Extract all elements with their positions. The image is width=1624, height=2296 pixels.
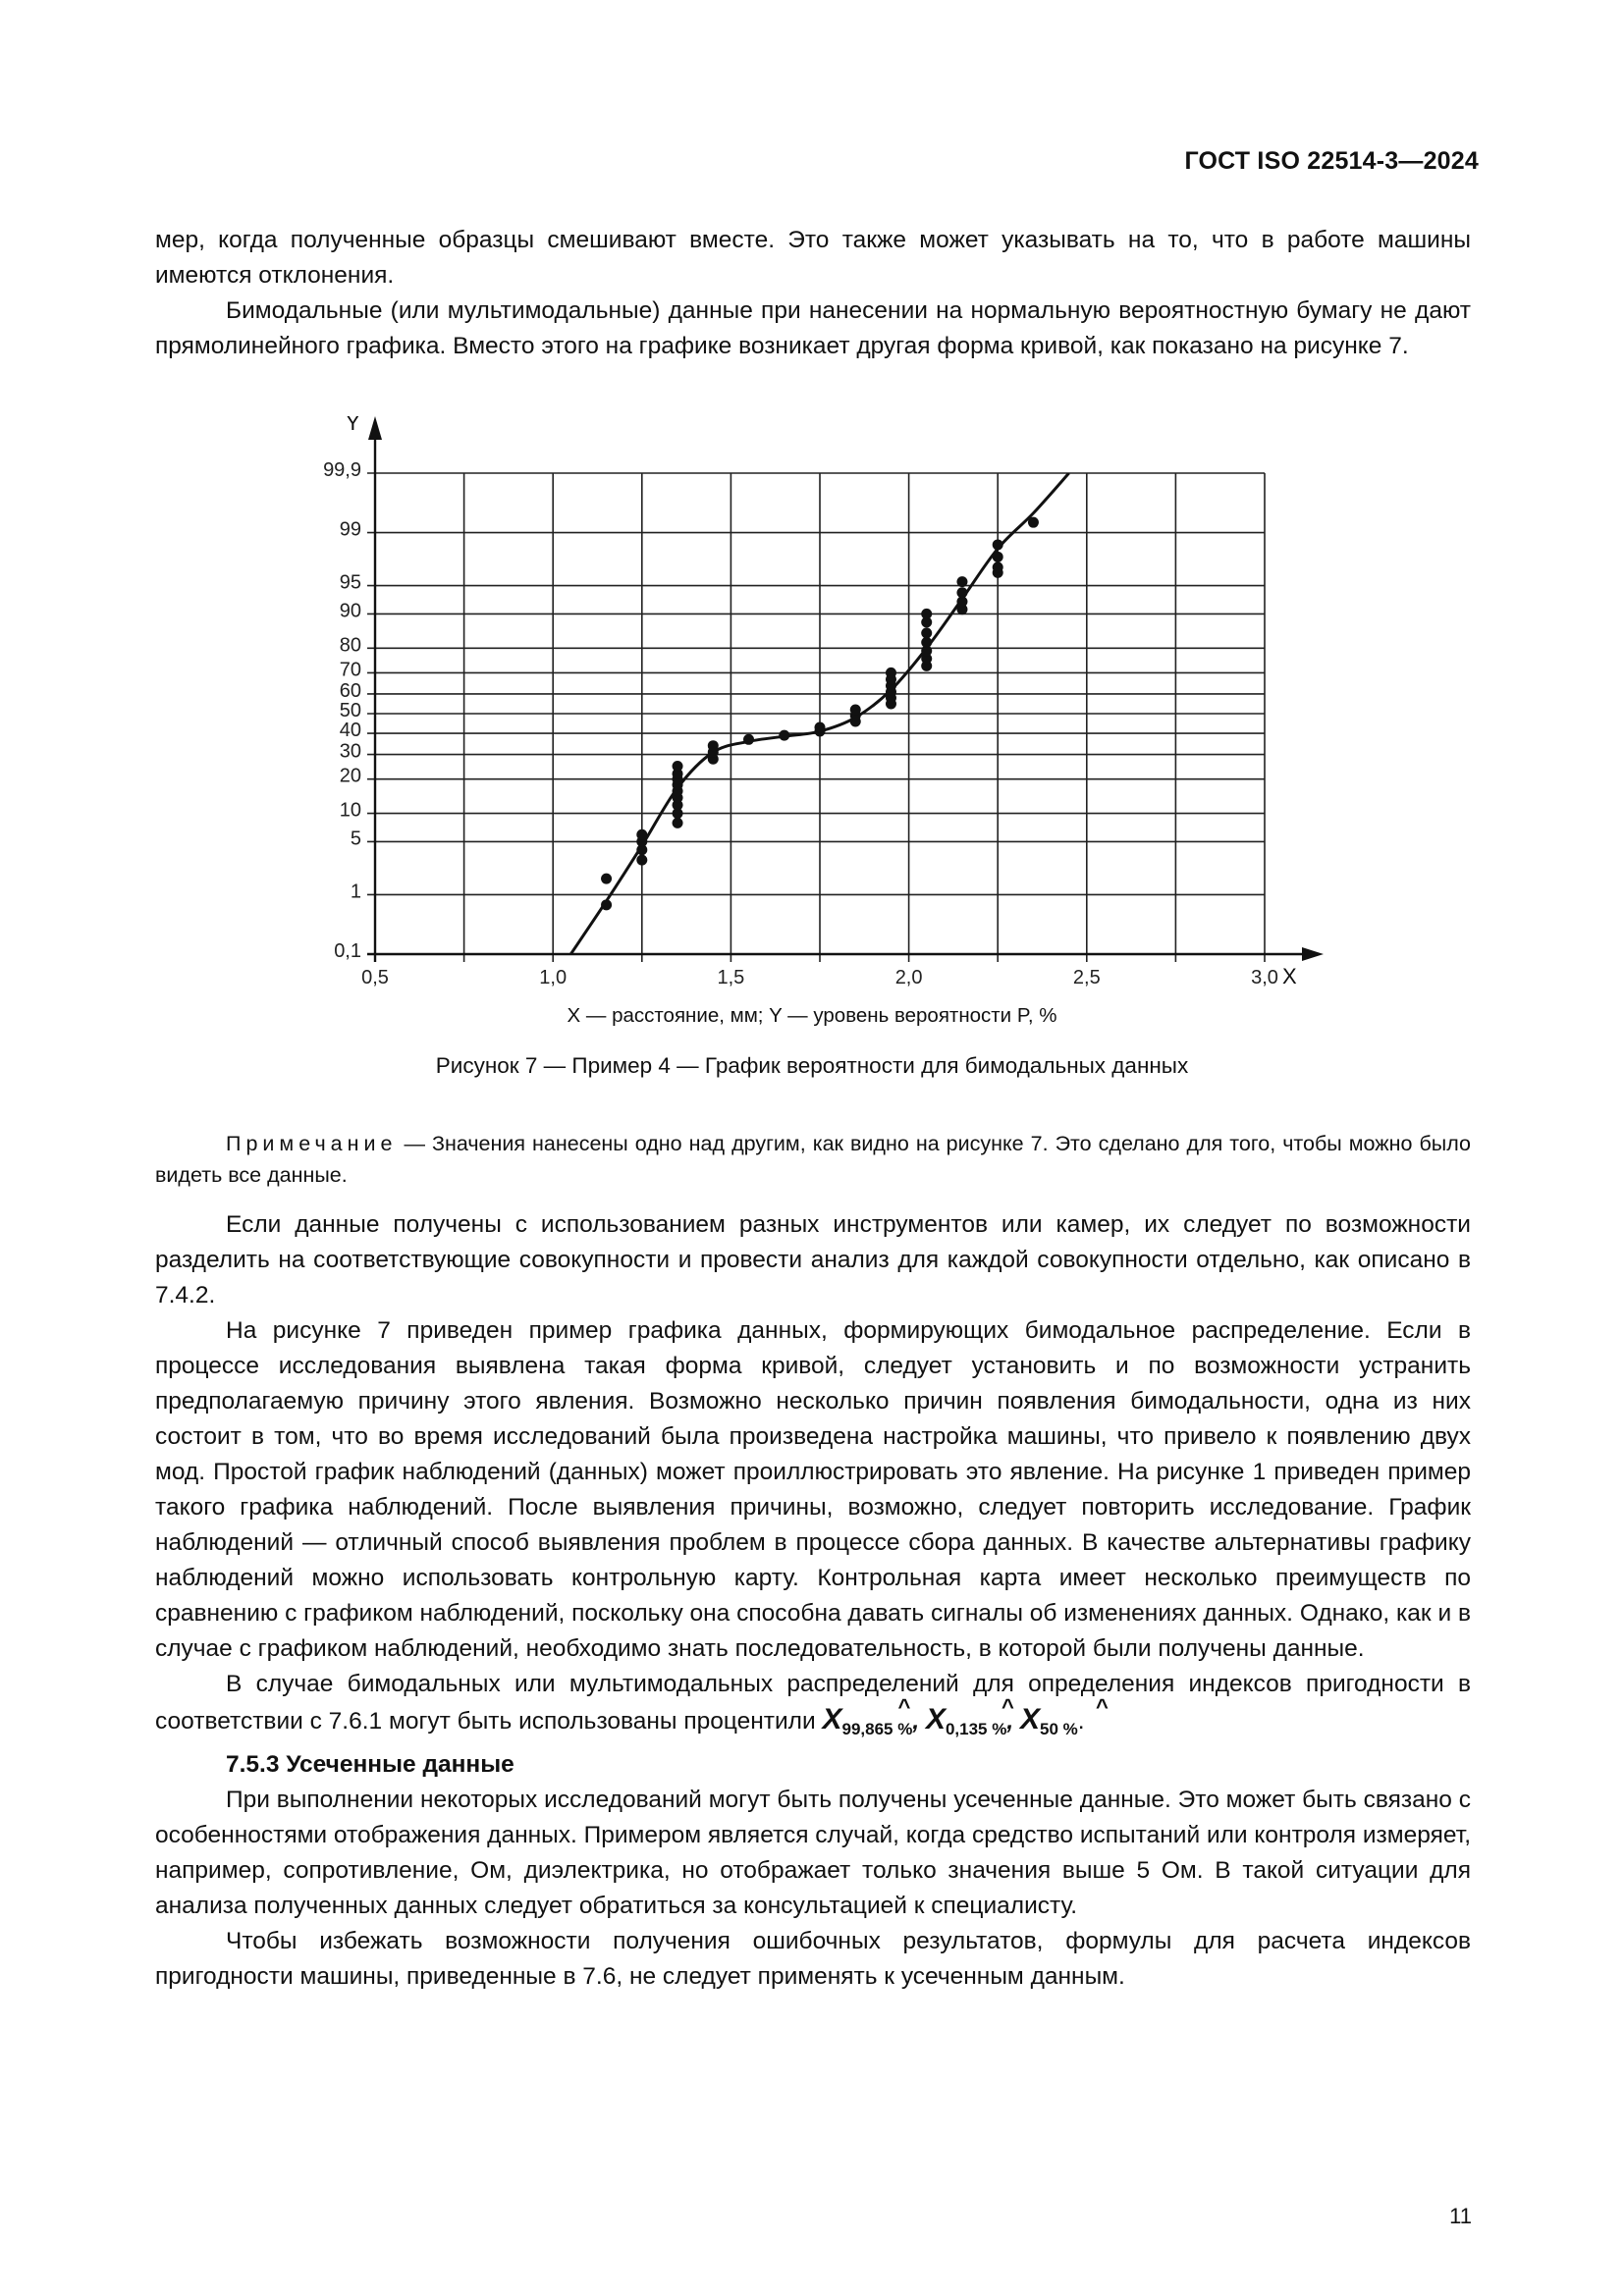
paragraph: При выполнении некоторых исследований могут быть получены усеченные данные. Это может быть связано с особенностями отображения данных. Примером является случай, когда средство испытаний или контроля измеряет, например, сопротивление, Ом, диэлектрика, но отображает только значения выше 5 Ом. В такой ситуации для анализа полученных данных следует обратиться за консультацией к специалисту. xyxy=(155,1786,1471,1919)
y-tick-label: 70 xyxy=(339,659,361,681)
percentile-paragraph xyxy=(155,1667,1471,1747)
percentile-subscript: 99,865 % xyxy=(841,1719,913,1738)
data-point xyxy=(956,587,967,598)
y-tick-label: 60 xyxy=(339,679,361,702)
paragraph: На рисунке 7 приведен пример графика данных, формирующих бимодальное распределение. Если в процессе исследования выявлена такая форма кривой, следует установить и по возможности устранить предполагаемую причину этого явления. Возможно несколько причин появления бимодальности, одна из них состоит в том, что во время исследований была произведена настройка машины, что привело к появлению двух мод. Простой график наблюдений (данных) может проиллюстрировать это явление. На рисунке 1 приведен пример такого графика наблюдений. После выявления причины, возможно, следует повторить исследование. График наблюдений — отличный способ выявления проблем в процессе сбора данных. В качестве альтернативы графику наблюдений можно использовать контрольную карту. Контрольная карта имеет несколько преимуществ по сравнению с графиком наблюдений, поскольку она способна давать сигналы об изменениях данных. Однако, как и в случае с графиком наблюдений, необходимо знать последовательность, в которой были получены данные. xyxy=(155,1317,1471,1662)
x-tick-label: 3,0 xyxy=(1251,967,1278,988)
body-text xyxy=(155,1207,1471,1995)
y-tick-label: 50 xyxy=(339,700,361,721)
document-header: ГОСТ ISO 22514-3—2024 xyxy=(1184,147,1479,175)
data-point xyxy=(921,627,932,638)
y-tick-label: 40 xyxy=(339,720,361,742)
intro-text xyxy=(155,223,1471,364)
x-tick-label: 0,5 xyxy=(361,967,389,988)
data-point xyxy=(636,855,647,866)
data-point xyxy=(956,576,967,587)
data-point xyxy=(1028,517,1039,528)
y-tick-label: 30 xyxy=(339,740,361,763)
page-number: 11 xyxy=(1449,2204,1472,2228)
percentile-text: В случае бимодальных или мультимодальных распределений для определения индексов пригодности в соответствии с 7.6.1 могут быть использованы процентили xyxy=(155,1671,1471,1735)
y-tick-label: 90 xyxy=(339,600,361,622)
y-tick-label: 1 xyxy=(350,881,361,903)
note xyxy=(155,1128,1471,1191)
data-point xyxy=(921,609,932,619)
figure-legend xyxy=(0,1004,1624,1028)
period: . xyxy=(1077,1708,1085,1735)
section-heading xyxy=(155,1747,1471,1783)
data-point xyxy=(743,734,754,745)
data-point xyxy=(673,818,683,828)
x-hat-symbol: ^ X xyxy=(926,1703,946,1735)
x-tick-label: 2,5 xyxy=(1072,967,1101,988)
x-axis-arrow xyxy=(1302,947,1324,961)
y-tick-label: 99,9 xyxy=(323,459,361,481)
data-point xyxy=(601,874,612,884)
paragraph: Бимодальные (или мультимодальные) данные при нанесении на нормальную вероятностную бумагу не дают прямолинейного графика. Вместо этого на графике возникает другая форма кривой, как показано на рисунке 7. xyxy=(155,297,1471,359)
data-point xyxy=(815,721,826,732)
paragraph: Чтобы избежать возможности получения ошибочных результатов, формулы для расчета индексов пригодности машины, приведенные в 7.6, не следует применять к усеченным данным. xyxy=(155,1927,1471,1990)
data-point xyxy=(993,552,1003,562)
x-hat-symbol: ^ X xyxy=(822,1703,841,1735)
data-point xyxy=(636,829,647,840)
data-point xyxy=(993,561,1003,572)
y-tick-label: 20 xyxy=(339,765,361,787)
y-axis-label: Y xyxy=(346,416,360,435)
data-point xyxy=(993,539,1003,550)
x-hat-symbol: ^ X xyxy=(1020,1703,1040,1735)
y-tick-label: 10 xyxy=(339,799,361,822)
figure-caption: Рисунок 7 — Пример 4 — График вероятности для бимодальных данных xyxy=(435,1053,1189,1078)
percentile-subscript: 50 % xyxy=(1040,1719,1078,1738)
y-tick-label: 99 xyxy=(339,518,361,541)
x-tick-label: 1,0 xyxy=(539,967,568,988)
legend-text: X — расстояние, мм; Y — уровень вероятности P, % xyxy=(567,1004,1057,1027)
x-tick-label: 1,5 xyxy=(717,967,745,988)
data-point xyxy=(779,730,789,741)
y-tick-label: 95 xyxy=(339,571,361,594)
separator: , xyxy=(912,1708,926,1735)
paragraph: мер, когда полученные образцы смешивают вместе. Это также может указывать на то, что в работе машины имеются отклонения. xyxy=(155,227,1471,289)
y-axis-arrow xyxy=(368,416,382,440)
separator: , xyxy=(1006,1708,1020,1735)
data-point xyxy=(708,740,719,751)
y-tick-label: 80 xyxy=(339,634,361,657)
y-tick-label: 5 xyxy=(350,828,361,850)
x-tick-label: 2,0 xyxy=(894,967,923,988)
note-text: — Значения нанесены одно над другим, как видно на рисунке 7. Это сделано для того, чтобы можно было видеть все данные. xyxy=(155,1132,1471,1187)
data-point xyxy=(886,667,896,678)
data-point xyxy=(601,899,612,910)
section-title: Усеченные данные xyxy=(286,1750,514,1778)
x-axis-label: X xyxy=(1282,964,1297,988)
percentile-formula xyxy=(822,1703,1078,1738)
paragraph: Если данные получены с использованием разных инструментов или камер, их следует по возможности разделить на соответствующие совокупности и провести анализ для каждой совокупности отдельно, как описано в 7.4.2. xyxy=(155,1211,1471,1308)
section-number: 7.5.3 xyxy=(226,1750,280,1778)
y-tick-label: 0,1 xyxy=(334,940,361,962)
percentile-subscript: 0,135 % xyxy=(945,1719,1007,1738)
data-point xyxy=(850,705,861,716)
data-point xyxy=(673,761,683,772)
data-point xyxy=(921,637,932,648)
note-label: Примечание xyxy=(226,1132,398,1155)
probability-chart xyxy=(314,416,1335,1005)
